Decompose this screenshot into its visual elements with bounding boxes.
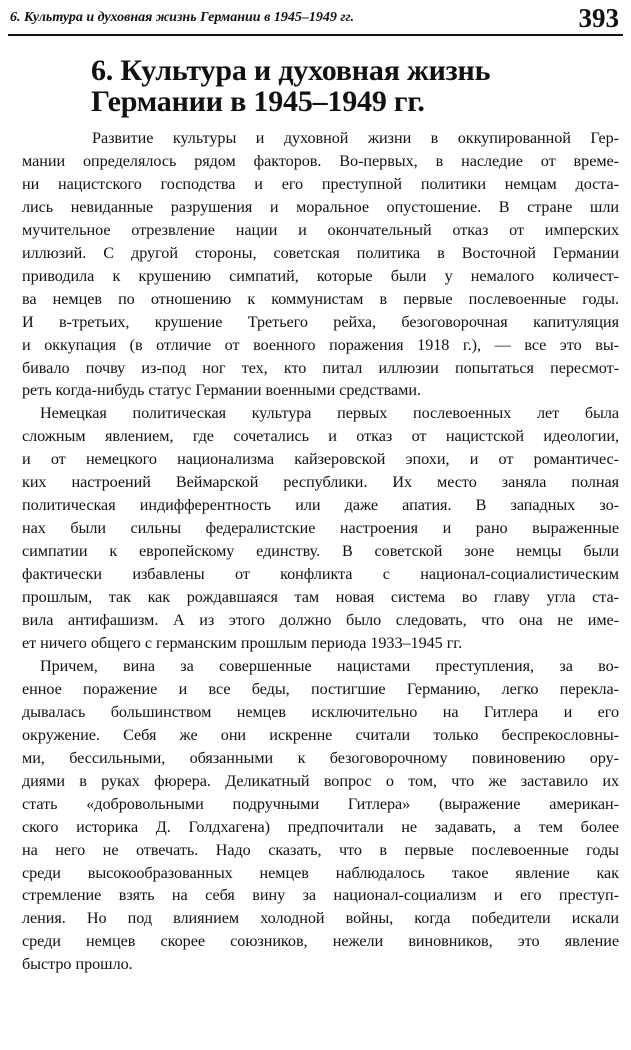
text-line: быстро прошло. (22, 955, 133, 974)
text-line: И в-третьих, крушение Третьего рейха, безоговорочная капитуляция (22, 312, 619, 331)
text-line: Развитие культуры и духовной жизни в оккупированной Гер- (92, 129, 619, 147)
text-line: сложным явлением, где сочетались и отказ от нацистской идеологии, (22, 427, 619, 446)
text-line: политическая индифферентность или даже апатия. В западных зо- (22, 496, 619, 515)
text-line: симпатии к европейскому единству. В советской зоне немцы были (22, 542, 619, 561)
paragraph-3 (22, 655, 619, 976)
paragraph-1 (22, 127, 619, 402)
text-line: ского историка Д. Голдхагена) предпочитали не задавать, а тем более (22, 817, 619, 836)
text-line: вила антифашизм. А из этого должно было следовать, что она не име- (22, 611, 619, 630)
chapter-title-line-2: Германии в 1945–1949 гг. (91, 85, 425, 118)
text-line: и оккупация (в отличие от военного поражения 1918 г.), — все это вы- (22, 335, 619, 354)
text-line: и от немецкого национализма кайзеровской эпохи, и от романтичес- (22, 450, 619, 469)
text-line: ких настроений Веймарской республики. Их место заняла полная (22, 473, 619, 492)
text-line: Причем, вина за совершенные нацистами преступления, за во- (40, 656, 619, 675)
text-line: нах были сильны федералистские настроения и рано выраженные (22, 519, 619, 538)
text-line: приводила к крушению симпатий, которые были у немалого количест- (22, 266, 619, 285)
text-line: среди немцев скорее союзников, нежели виновников, это явление (22, 932, 619, 951)
text-line: стремление взять на себя вину за национал-социализм и его преступ- (22, 886, 619, 905)
text-line: среди высокообразованных немцев наблюдалось такое явление как (22, 863, 619, 882)
text-line: стать «добровольными подручными Гитлера» (выражение американ- (22, 794, 619, 813)
text-line: на него не отвечать. Надо сказать, что в первые послевоенные годы (22, 840, 619, 859)
text-line: лись невиданные разрушения и моральное опустошение. В стране шли (22, 197, 619, 216)
running-header (8, 3, 623, 36)
text-line: диями в руках фюрера. Деликатный вопрос о том, что же заставило их (22, 771, 619, 790)
text-line: ни нацистского господства и его преступной политики немцам доста- (22, 174, 619, 193)
text-line: реть когда-нибудь статус Германии военными средствами. (22, 381, 421, 400)
chapter-title (91, 55, 490, 117)
text-line: ет ничего общего с германским прошлым периода 1933–1945 гг. (22, 633, 463, 652)
text-line: иллюзий. С другой стороны, советская политика в Восточной Германии (22, 243, 619, 262)
text-line: прошлым, так как рождавшаяся там новая система во главу угла ста- (22, 588, 619, 607)
text-line: бивало почву из-под ног тех, кто питал иллюзии попытаться пересмот- (22, 358, 619, 377)
text-line: енное поражение и все беды, постигшие Германию, легко перекла- (22, 679, 619, 698)
chapter-title-line-1: 6. Культура и духовная жизнь (91, 54, 491, 87)
running-title: 6. Культура и духовная жизнь Германии в 1945–1949 гг. (10, 10, 354, 25)
text-line: фактически избавлены от конфликта с национал-социалистическим (22, 565, 619, 584)
page-number: 393 (578, 3, 619, 33)
text-line: мучительное отрезвление нации и окончательный отказ от имперских (22, 220, 619, 239)
text-line: ми, бессильными, обязанными к безоговорочному повиновению ору- (22, 748, 619, 767)
text-line: мании определялось рядом факторов. Во-первых, в наследие от време- (22, 151, 619, 170)
text-line: ва немцев по отношению к коммунистам в первые послевоенные годы. (22, 289, 619, 308)
paragraph-2 (22, 402, 619, 654)
text-line: дывалась большинством немцев исключительно на Гитлера и его (22, 702, 619, 721)
text-line: окружение. Себя же они искренне считали только беспрекословны- (22, 725, 619, 744)
text-line: Немецкая политическая культура первых послевоенных лет была (40, 404, 619, 423)
text-line: ления. Но под влиянием холодной войны, когда победители искали (22, 909, 619, 928)
chapter-body (22, 127, 619, 976)
